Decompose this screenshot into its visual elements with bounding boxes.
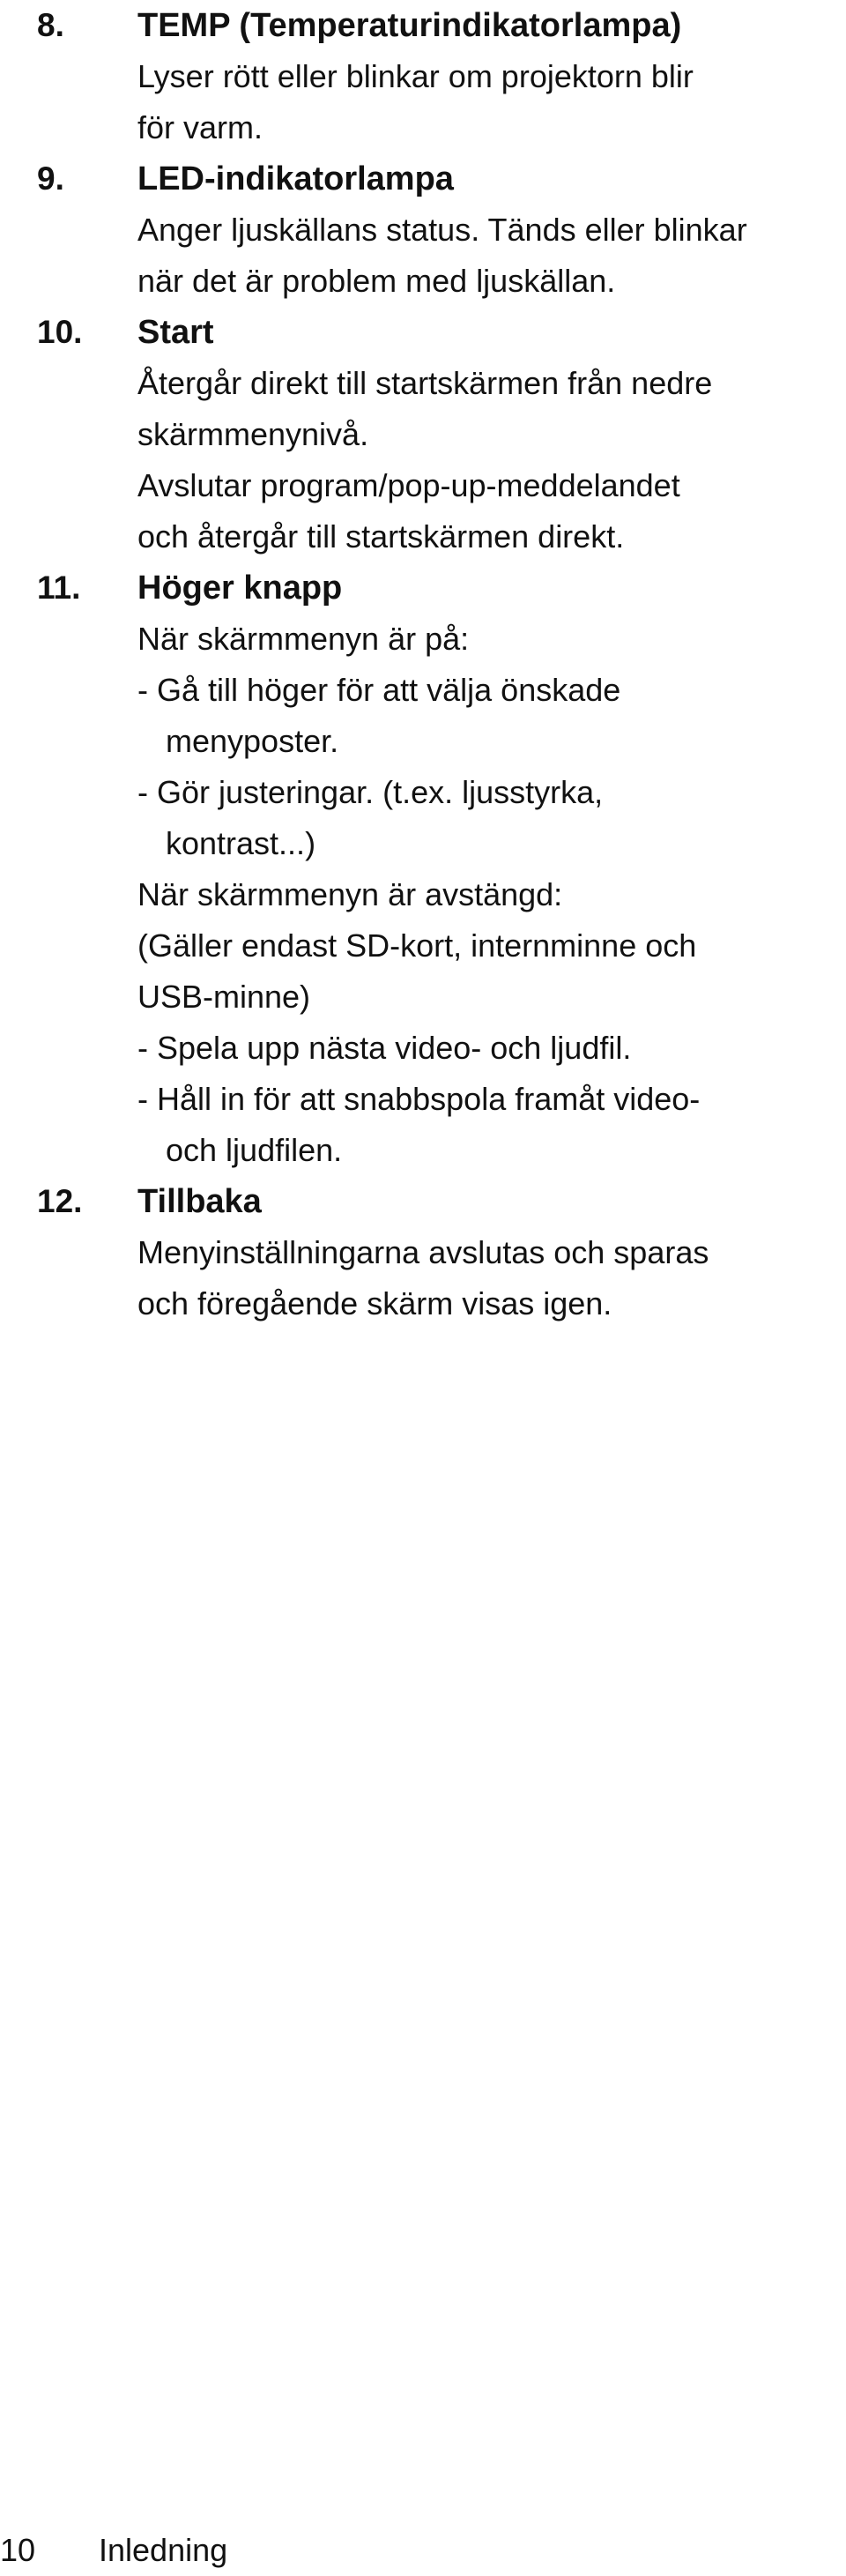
- description-line: Återgår direkt till startskärmen från nedre: [137, 365, 713, 401]
- description-line: menyposter.: [166, 723, 339, 759]
- description-line: Anger ljuskällans status. Tänds eller blinkar: [137, 212, 747, 248]
- item-description: [137, 358, 846, 562]
- section-title: Inledning: [99, 2532, 228, 2568]
- item-number: 9.: [37, 160, 64, 197]
- description-line: och återgår till startskärmen direkt.: [137, 518, 625, 555]
- description-line: - Gå till höger för att välja önskade: [137, 672, 621, 708]
- description-line: - Gör justeringar. (t.ex. ljusstyrka,: [137, 774, 604, 810]
- description-line: (Gäller endast SD-kort, internminne och: [137, 927, 697, 964]
- description-line: Menyinställningarna avslutas och sparas: [137, 1234, 709, 1270]
- item-heading: Höger knapp: [137, 570, 343, 607]
- item-number: 12.: [37, 1183, 83, 1219]
- description-line: för varm.: [137, 109, 263, 145]
- description-line: - Spela upp nästa video- och ljudfil.: [137, 1030, 632, 1066]
- item-number: 8.: [37, 7, 64, 43]
- page-number: 10: [0, 2532, 36, 2568]
- description-line: kontrast...): [166, 825, 316, 861]
- item-description: [137, 614, 846, 1176]
- item-number: 10.: [37, 314, 83, 350]
- description-line: och ljudfilen.: [166, 1132, 343, 1168]
- description-line: När skärmmenyn är avstängd:: [137, 876, 563, 912]
- description-line: USB-minne): [137, 979, 311, 1015]
- description-line: - Håll in för att snabbspola framåt video-: [137, 1081, 701, 1117]
- description-line: när det är problem med ljuskällan.: [137, 263, 616, 299]
- item-heading: Start: [137, 314, 214, 351]
- item-heading: TEMP (Temperaturindikatorlampa): [137, 7, 682, 44]
- item-heading: Tillbaka: [137, 1183, 262, 1220]
- item-description: [137, 1227, 846, 1329]
- item-description: [137, 51, 846, 153]
- item-number: 11.: [37, 570, 81, 606]
- description-line: När skärmmenyn är på:: [137, 621, 470, 657]
- item-description: [137, 205, 846, 307]
- page-footer: [0, 2528, 846, 2572]
- description-line: skärmmenynivå.: [137, 416, 369, 452]
- description-line: och föregående skärm visas igen.: [137, 1285, 612, 1322]
- description-line: Lyser rött eller blinkar om projektorn blir: [137, 58, 694, 94]
- description-line: Avslutar program/pop-up-meddelandet: [137, 467, 680, 503]
- item-heading: LED-indikatorlampa: [137, 160, 454, 197]
